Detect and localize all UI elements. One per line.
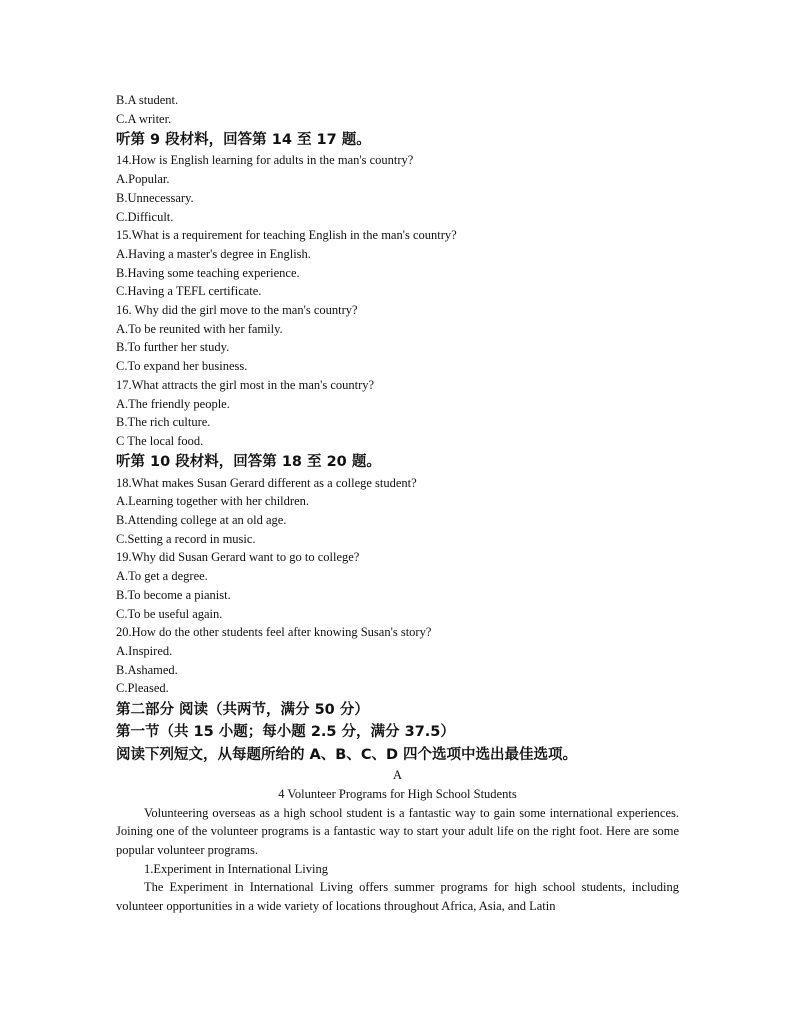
- question-line: 19.Why did Susan Gerard want to go to college?: [116, 550, 360, 565]
- section-one-heading: 第一节（共 15 小题；每小题 2.5 分，满分 37.5）: [116, 724, 455, 741]
- document-content: [116, 91, 679, 916]
- option-line: C.To expand her business.: [116, 359, 248, 374]
- option-line: B.A student.: [116, 93, 179, 107]
- option-line: B.Unnecessary.: [116, 190, 194, 205]
- part-two-heading: 第二部分 阅读（共两节，满分 50 分）: [116, 701, 369, 718]
- section-heading-9: 听第 9 段材料，回答第 14 至 17 题。: [116, 131, 371, 148]
- option-line: B.Having some teaching experience.: [116, 265, 300, 280]
- question-line: 16. Why did the girl move to the man's country?: [116, 303, 358, 318]
- option-line: B.To further her study.: [116, 340, 230, 355]
- option-line: C The local food.: [116, 433, 204, 448]
- passage-intro: Volunteering overseas as a high school student is a fantastic way to gain some international experiences. Joining one of the volunteer programs is a fantastic way to start your adult life on the right foot. Here are some popular volunteer programs.: [116, 805, 679, 857]
- question-line: 14.How is English learning for adults in the man's country?: [116, 153, 414, 168]
- question-group-9: [116, 151, 679, 450]
- option-line: C.Setting a record in music.: [116, 531, 256, 546]
- question-line: 18.What makes Susan Gerard different as a college student?: [116, 475, 417, 490]
- option-line: A.To be reunited with her family.: [116, 321, 283, 336]
- reading-instruction: 阅读下列短文，从每题所给的 A、B、C、D 四个选项中选出最佳选项。: [116, 746, 578, 763]
- option-line: C.Difficult.: [116, 209, 174, 224]
- option-line: B.Ashamed.: [116, 662, 178, 677]
- option-line: A.Having a master's degree in English.: [116, 246, 311, 261]
- option-line: A.The friendly people.: [116, 396, 230, 411]
- option-line: B.To become a pianist.: [116, 587, 231, 602]
- passage-label: A: [392, 768, 403, 783]
- question-line: 15.What is a requirement for teaching English in the man's country?: [116, 228, 457, 243]
- option-line: C.Pleased.: [116, 681, 169, 696]
- question-group-10: [116, 474, 679, 698]
- option-line: B.Attending college at an old age.: [116, 513, 287, 528]
- item-paragraph: The Experiment in International Living offers summer programs for high school students, including volunteer opportunities in a wide variety of locations throughout Africa, Asia, and Latin: [116, 880, 679, 914]
- passage-title: 4 Volunteer Programs for High School Students: [278, 786, 517, 801]
- option-line: A.Learning together with her children.: [116, 494, 309, 509]
- question-line: 17.What attracts the girl most in the man's country?: [116, 377, 375, 392]
- option-line: B.The rich culture.: [116, 415, 211, 430]
- option-line: C.To be useful again.: [116, 606, 223, 621]
- item-title: 1.Experiment in International Living: [144, 861, 328, 876]
- question-line: 20.How do the other students feel after knowing Susan's story?: [116, 625, 432, 640]
- option-line: A.Popular.: [116, 172, 170, 187]
- option-line: C.Having a TEFL certificate.: [116, 284, 262, 299]
- option-line: A.Inspired.: [116, 643, 173, 658]
- option-line: C.A writer.: [116, 111, 172, 126]
- section-heading-10: 听第 10 段材料，回答第 18 至 20 题。: [116, 454, 381, 471]
- option-line: A.To get a degree.: [116, 569, 208, 584]
